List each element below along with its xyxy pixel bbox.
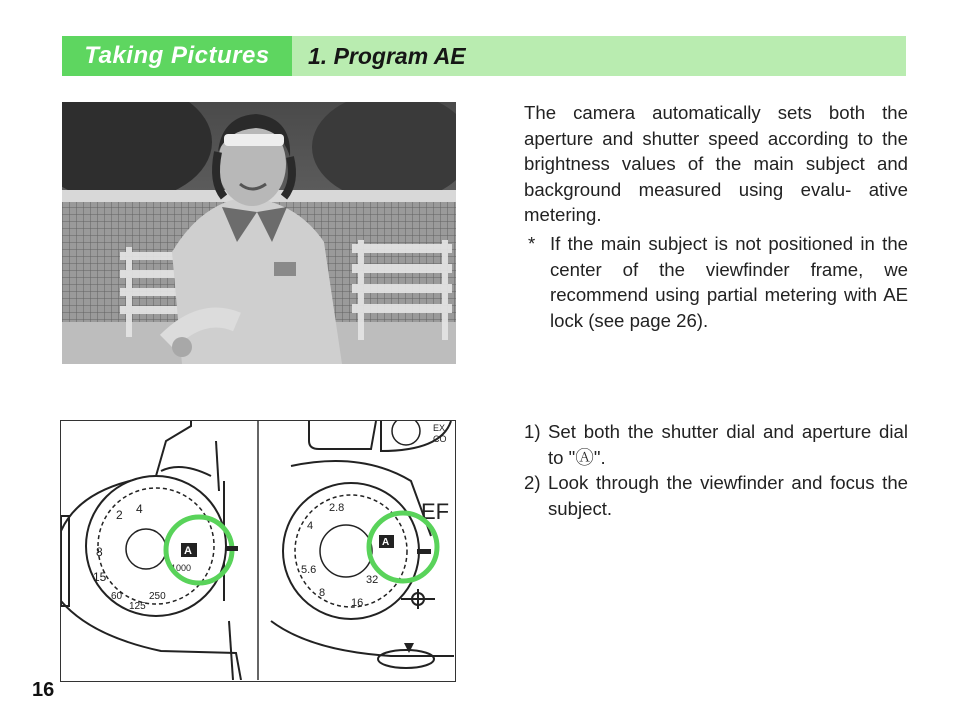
dial-illustration bbox=[60, 420, 456, 682]
ef-mark: EF bbox=[421, 499, 450, 524]
dial-label: 15 bbox=[93, 570, 107, 584]
panel-text: EX bbox=[433, 423, 446, 433]
page-number: 16 bbox=[32, 679, 55, 701]
intro-paragraph: The camera automatically sets both the aperture and shutter speed according to the brightness values of the main subject and background measured using evalu- ative metering. bbox=[524, 102, 908, 225]
step-text: Set both the shutter dial and aperture dial to "Ⓐ". bbox=[548, 421, 908, 468]
step-item bbox=[524, 419, 908, 470]
section-tab: Taking Pictures bbox=[62, 36, 292, 76]
dial-label: 2 bbox=[116, 508, 123, 522]
note-text: If the main subject is not positioned in the center of the viewfinder frame, we recommend using partial metering with AE lock (see page 26). bbox=[550, 233, 908, 331]
dial-label: 16 bbox=[351, 597, 364, 609]
step-number: 2) bbox=[524, 472, 541, 493]
dial-label: 125 bbox=[129, 601, 146, 612]
note-marker: * bbox=[528, 233, 536, 254]
left-index-mark bbox=[226, 546, 238, 551]
note-paragraph bbox=[524, 231, 908, 333]
page-title: 1. Program AE bbox=[308, 43, 466, 69]
dial-label: 60 bbox=[111, 591, 123, 602]
woman-tennis-photo bbox=[62, 102, 456, 364]
dial-label: 32 bbox=[366, 574, 379, 586]
dial-label: 4 bbox=[307, 520, 314, 532]
dial-label: 4 bbox=[136, 502, 143, 516]
dial-label: 5.6 bbox=[301, 564, 317, 576]
right-index-mark bbox=[417, 549, 431, 554]
step-number: 1) bbox=[524, 421, 541, 442]
step-text: Look through the viewfinder and focus the subject. bbox=[548, 472, 908, 519]
dial-label: 1000 bbox=[171, 563, 192, 573]
svg-text:A: A bbox=[382, 537, 390, 548]
panel-text: CO bbox=[433, 434, 447, 444]
dial-label: 250 bbox=[149, 591, 166, 602]
dial-label: 8 bbox=[319, 587, 326, 599]
dial-label: 2.8 bbox=[329, 502, 345, 514]
steps-list bbox=[524, 419, 908, 521]
dial-label: 8 bbox=[96, 545, 103, 559]
svg-text:A: A bbox=[184, 545, 192, 557]
step-item bbox=[524, 470, 908, 521]
